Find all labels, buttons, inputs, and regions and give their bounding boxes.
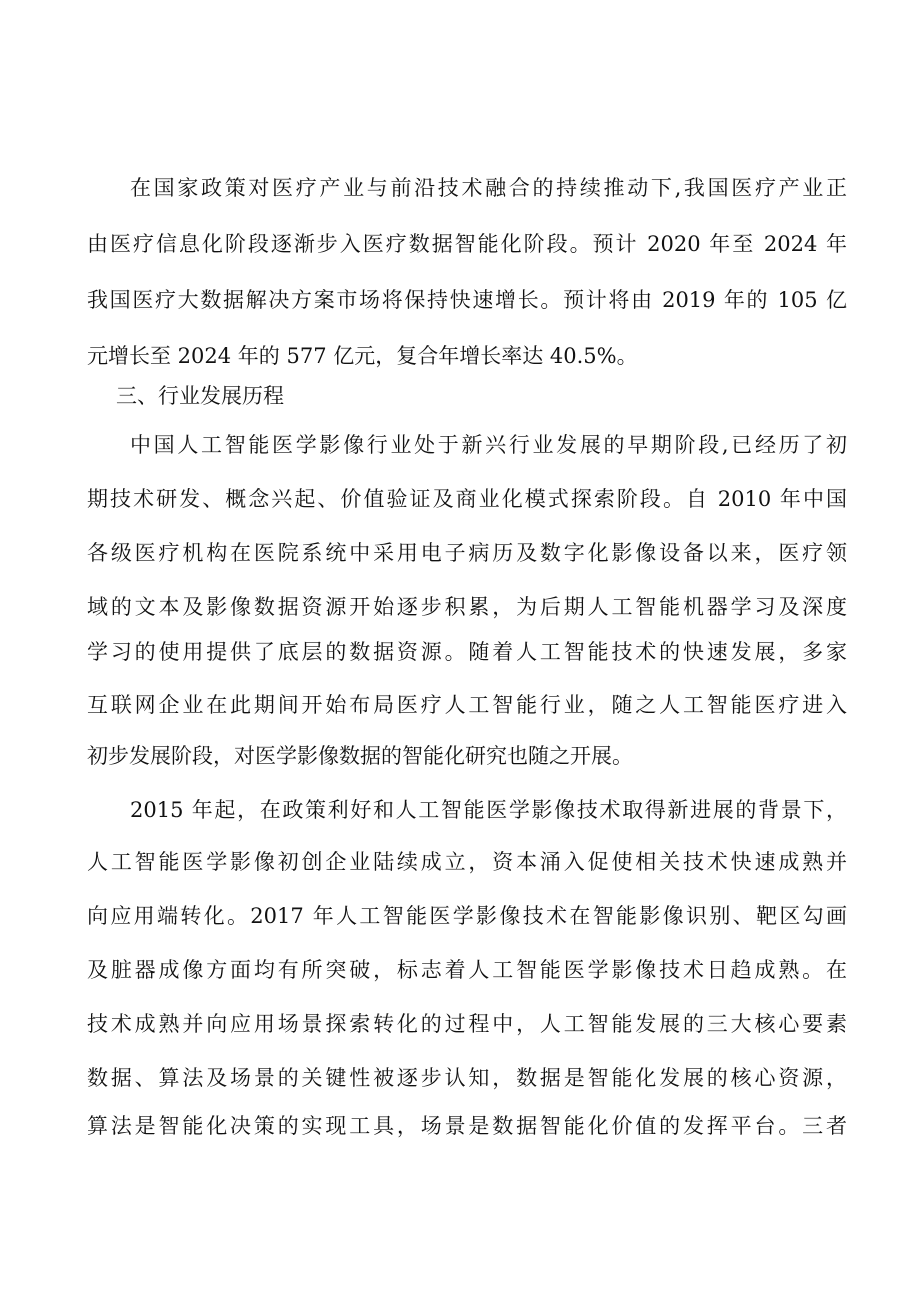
section-heading: 三、行业发展历程 — [116, 384, 284, 408]
paragraph-1-line-3: 我国医疗大数据解决方案市场将保持快速增长。预计将由 2019 年的 105 亿 — [87, 288, 847, 312]
paragraph-3-line-1: 2015 年起，在政策利好和人工智能医学影像技术取得新进展的背景下， — [130, 798, 847, 822]
paragraph-3-line-4: 及脏器成像方面均有所突破，标志着人工智能医学影像技术日趋成熟。在 — [87, 958, 847, 982]
paragraph-3-line-2: 人工智能医学影像初创企业陆续成立，资本涌入促使相关技术快速成熟并 — [87, 850, 847, 874]
paragraph-1-line-1: 在国家政策对医疗产业与前沿技术融合的持续推动下,我国医疗产业正 — [130, 176, 847, 200]
paragraph-2-line-4: 域的文本及影像数据资源开始逐步积累，为后期人工智能机器学习及深度 — [87, 595, 847, 619]
paragraph-3-line-7: 算法是智能化决策的实现工具，场景是数据智能化价值的发挥平台。三者 — [87, 1114, 847, 1138]
paragraph-3-line-5: 技术成熟并向应用场景探索转化的过程中，人工智能发展的三大核心要素 — [87, 1012, 847, 1036]
paragraph-1-line-4: 元增长至 2024 年的 577 亿元，复合年增长率达 40.5%。 — [87, 344, 638, 368]
paragraph-2-line-5: 学习的使用提供了底层的数据资源。随着人工智能技术的快速发展，多家 — [87, 640, 847, 664]
paragraph-2-line-1: 中国人工智能医学影像行业处于新兴行业发展的早期阶段,已经历了初 — [130, 433, 847, 457]
paragraph-3-line-6: 数据、算法及场景的关键性被逐步认知，数据是智能化发展的核心资源， — [87, 1066, 847, 1090]
paragraph-2-line-2: 期技术研发、概念兴起、价值验证及商业化模式探索阶段。自 2010 年中国 — [87, 487, 847, 511]
paragraph-2-line-7: 初步发展阶段，对医学影像数据的智能化研究也随之开展。 — [87, 744, 633, 768]
paragraph-2-line-3: 各级医疗机构在医院系统中采用电子病历及数字化影像设备以来，医疗领 — [87, 541, 847, 565]
paragraph-1-line-2: 由医疗信息化阶段逐渐步入医疗数据智能化阶段。预计 2020 年至 2024 年 — [87, 232, 847, 256]
paragraph-3-line-3: 向应用端转化。2017 年人工智能医学影像技术在智能影像识别、靶区勾画 — [87, 904, 847, 928]
paragraph-2-line-6: 互联网企业在此期间开始布局医疗人工智能行业，随之人工智能医疗进入 — [87, 693, 847, 717]
